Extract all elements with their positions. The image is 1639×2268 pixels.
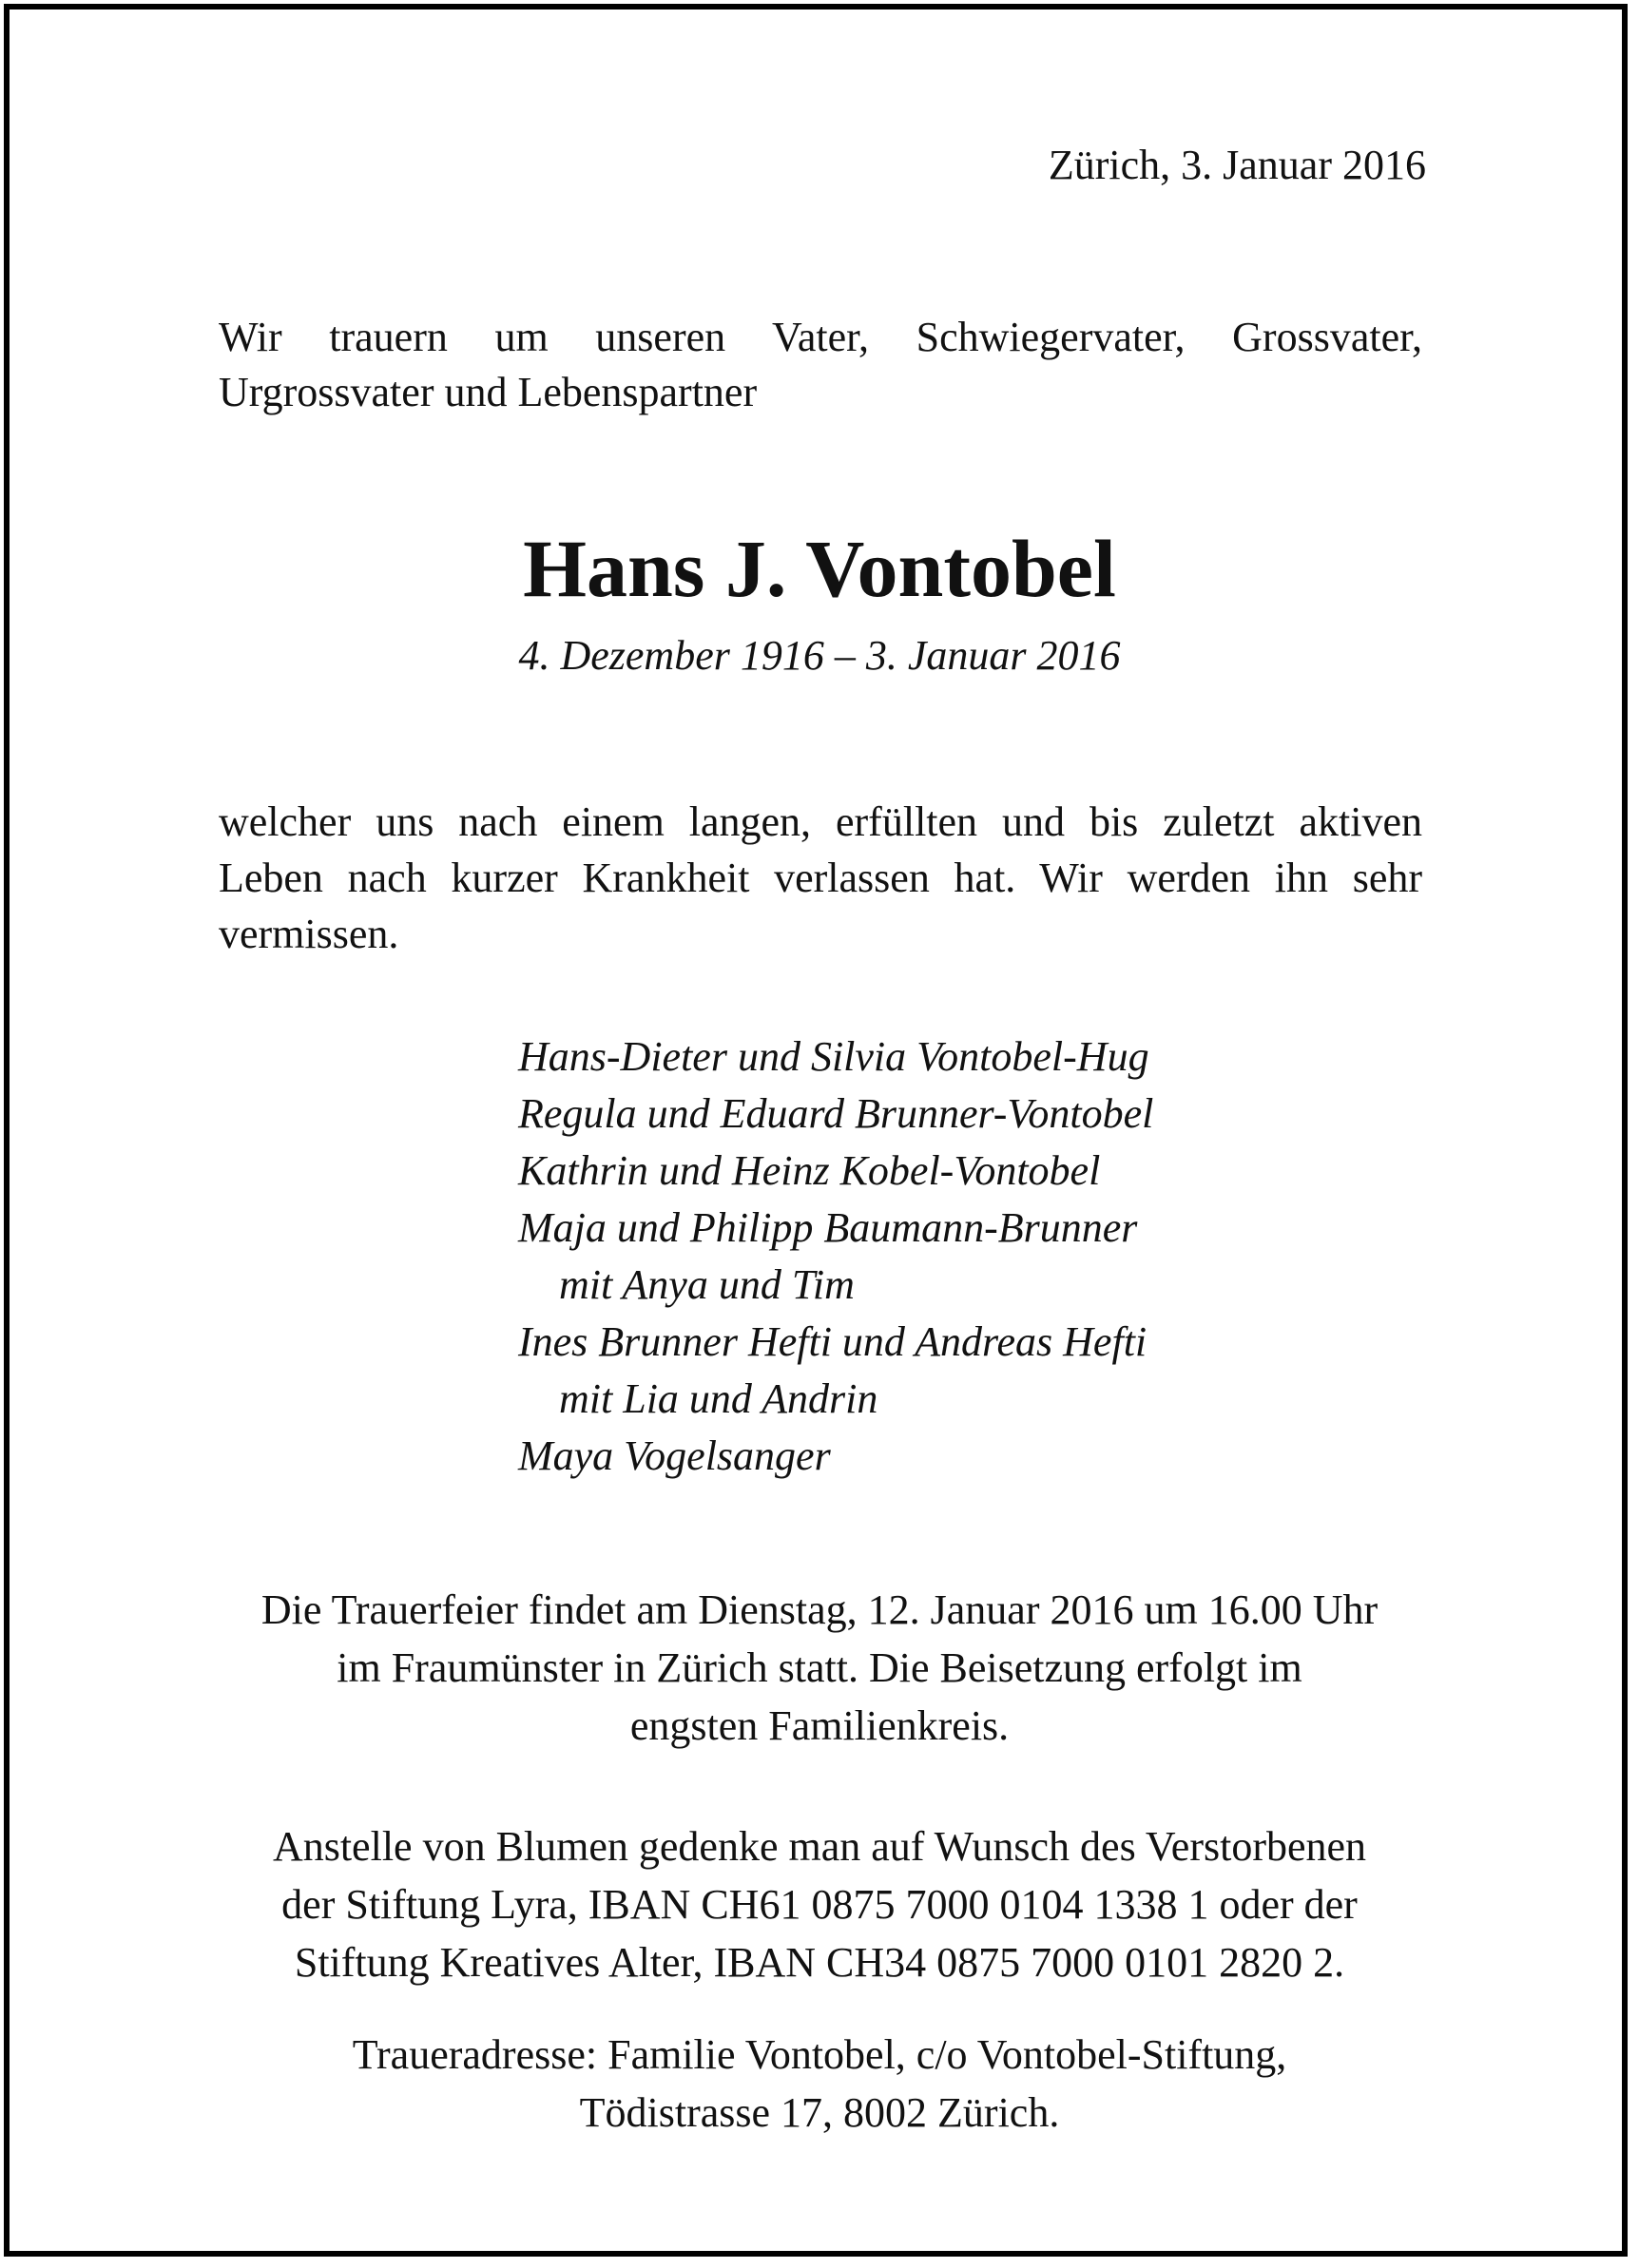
family-member: Hans-Dieter und Silvia Vontobel-Hug (518, 1033, 1149, 1080)
message-line-3: vermissen. (219, 911, 399, 957)
ceremony-line-2: im Fraumünster in Zürich statt. Die Beisetzung erfolgt im (337, 1644, 1302, 1691)
family-member: Maya Vogelsanger (518, 1432, 831, 1479)
donation-line-1: Anstelle von Blumen gedenke man auf Wunsch des Verstorbenen (272, 1823, 1367, 1870)
ceremony-line-1: Die Trauerfeier findet am Dienstag, 12. Januar 2016 um 16.00 Uhr (260, 1586, 1379, 1633)
family-member: mit Anya und Tim (559, 1261, 855, 1308)
deceased-name: Hans J. Vontobel (523, 523, 1116, 614)
message-line-1: welcher uns nach einem langen, erfüllten und bis zuletzt aktiven (219, 798, 1422, 845)
deceased-lifespan: 4. Dezember 1916 – 3. Januar 2016 (518, 632, 1121, 679)
address-line-2: Tödistrasse 17, 8002 Zürich. (579, 2089, 1060, 2136)
address-line-1: Traueradresse: Familie Vontobel, c/o Vontobel-Stiftung, (352, 2031, 1287, 2078)
message-line-2: Leben nach kurzer Krankheit verlassen hat. Wir werden ihn sehr (219, 855, 1422, 901)
donation-line-3: Stiftung Kreatives Alter, IBAN CH34 0875 7000 0101 2820 2. (294, 1939, 1345, 1986)
family-member: Regula und Eduard Brunner-Vontobel (518, 1090, 1154, 1137)
donation-line-2: der Stiftung Lyra, IBAN CH61 0875 7000 0104 1338 1 oder der (281, 1881, 1358, 1928)
family-member: Kathrin und Heinz Kobel-Vontobel (518, 1147, 1101, 1194)
family-member: Maja und Philipp Baumann-Brunner (518, 1204, 1138, 1251)
family-member: mit Lia und Andrin (559, 1375, 878, 1422)
place-date: Zürich, 3. Januar 2016 (1048, 142, 1426, 188)
ceremony-line-3: engsten Familienkreis. (629, 1702, 1010, 1749)
intro-line-1: Wir trauern um unseren Vater, Schwiegervater, Grossvater, (219, 314, 1422, 360)
family-member: Ines Brunner Hefti und Andreas Hefti (518, 1318, 1147, 1365)
intro-line-2: Urgrossvater und Lebenspartner (219, 369, 758, 415)
